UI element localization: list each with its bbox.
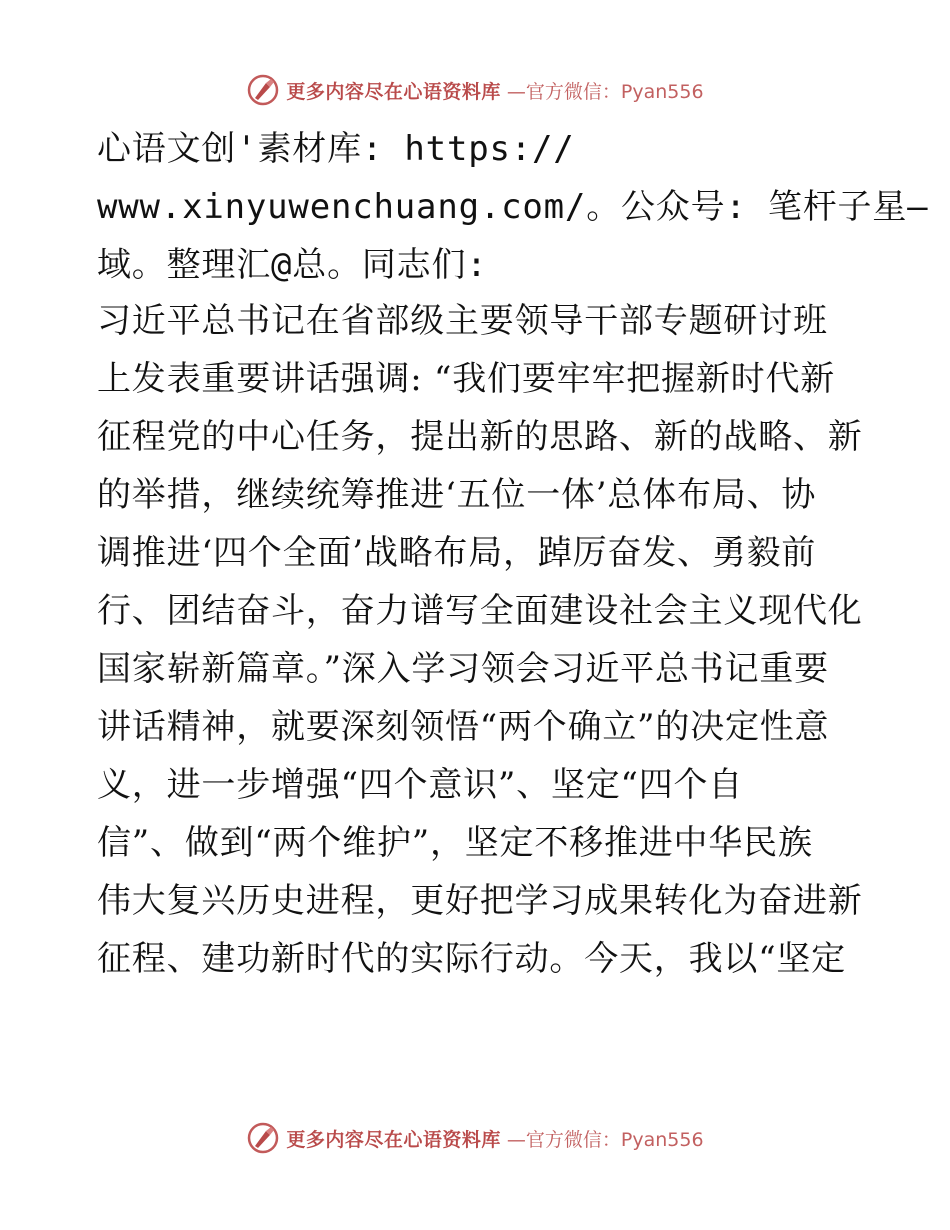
footer-watermark-banner xyxy=(0,1118,950,1158)
document-body xyxy=(97,126,929,982)
paragraph-line: 上发表重要讲话强调: “我们要牢牢把握新时代新 xyxy=(97,359,836,399)
paragraph-line: 的举措，继续统筹推进‘五位一体’总体布局、协 xyxy=(97,475,817,515)
speech-paragraph xyxy=(97,298,863,982)
header-watermark-banner xyxy=(0,70,950,110)
pen-nib-icon xyxy=(246,1121,280,1155)
paragraph-line: 讲话精神，就要深刻领悟“两个确立”的决定性意 xyxy=(97,707,830,747)
paragraph-line: 征程、建功新时代的实际行动。今天，我以“坚定 xyxy=(97,939,846,979)
paragraph-line: 行、团结奋斗，奋力谱写全面建设社会主义现代化 xyxy=(97,591,863,631)
paragraph-line: 征程党的中心任务，提出新的思路、新的战略、新 xyxy=(97,417,863,457)
paragraph-line: 伟大复兴历史进程，更好把学习成果转化为奋进新 xyxy=(97,881,863,921)
pen-nib-icon xyxy=(246,73,280,107)
banner-main-text: 更多内容尽在心语资料库 xyxy=(286,80,501,103)
paragraph-line: 义，进一步增强“四个意识”、坚定“四个自 xyxy=(97,765,744,805)
intro-line-2: www.xinyuwenchuang.com/。公众号: 笔杆子星— xyxy=(97,187,929,227)
paragraph-line: 习近平总书记在省部级主要领导干部专题研讨班 xyxy=(97,301,828,341)
intro-line-3: 域。整理汇@总。同志们: xyxy=(97,245,488,285)
paragraph-line: 信”、做到“两个维护”，坚定不移推进中华民族 xyxy=(97,823,813,863)
intro-line-1: 心语文创'素材库: https:// xyxy=(97,129,575,169)
banner-sub-text: —官方微信：Pyan556 xyxy=(506,80,704,103)
paragraph-line: 国家崭新篇章。”深入学习领会习近平总书记重要 xyxy=(97,649,829,689)
paragraph-line: 调推进‘四个全面’战略布局，踔厉奋发、勇毅前 xyxy=(97,533,817,573)
banner-sub-text: —官方微信：Pyan556 xyxy=(506,1128,704,1151)
banner-main-text: 更多内容尽在心语资料库 xyxy=(286,1128,501,1151)
